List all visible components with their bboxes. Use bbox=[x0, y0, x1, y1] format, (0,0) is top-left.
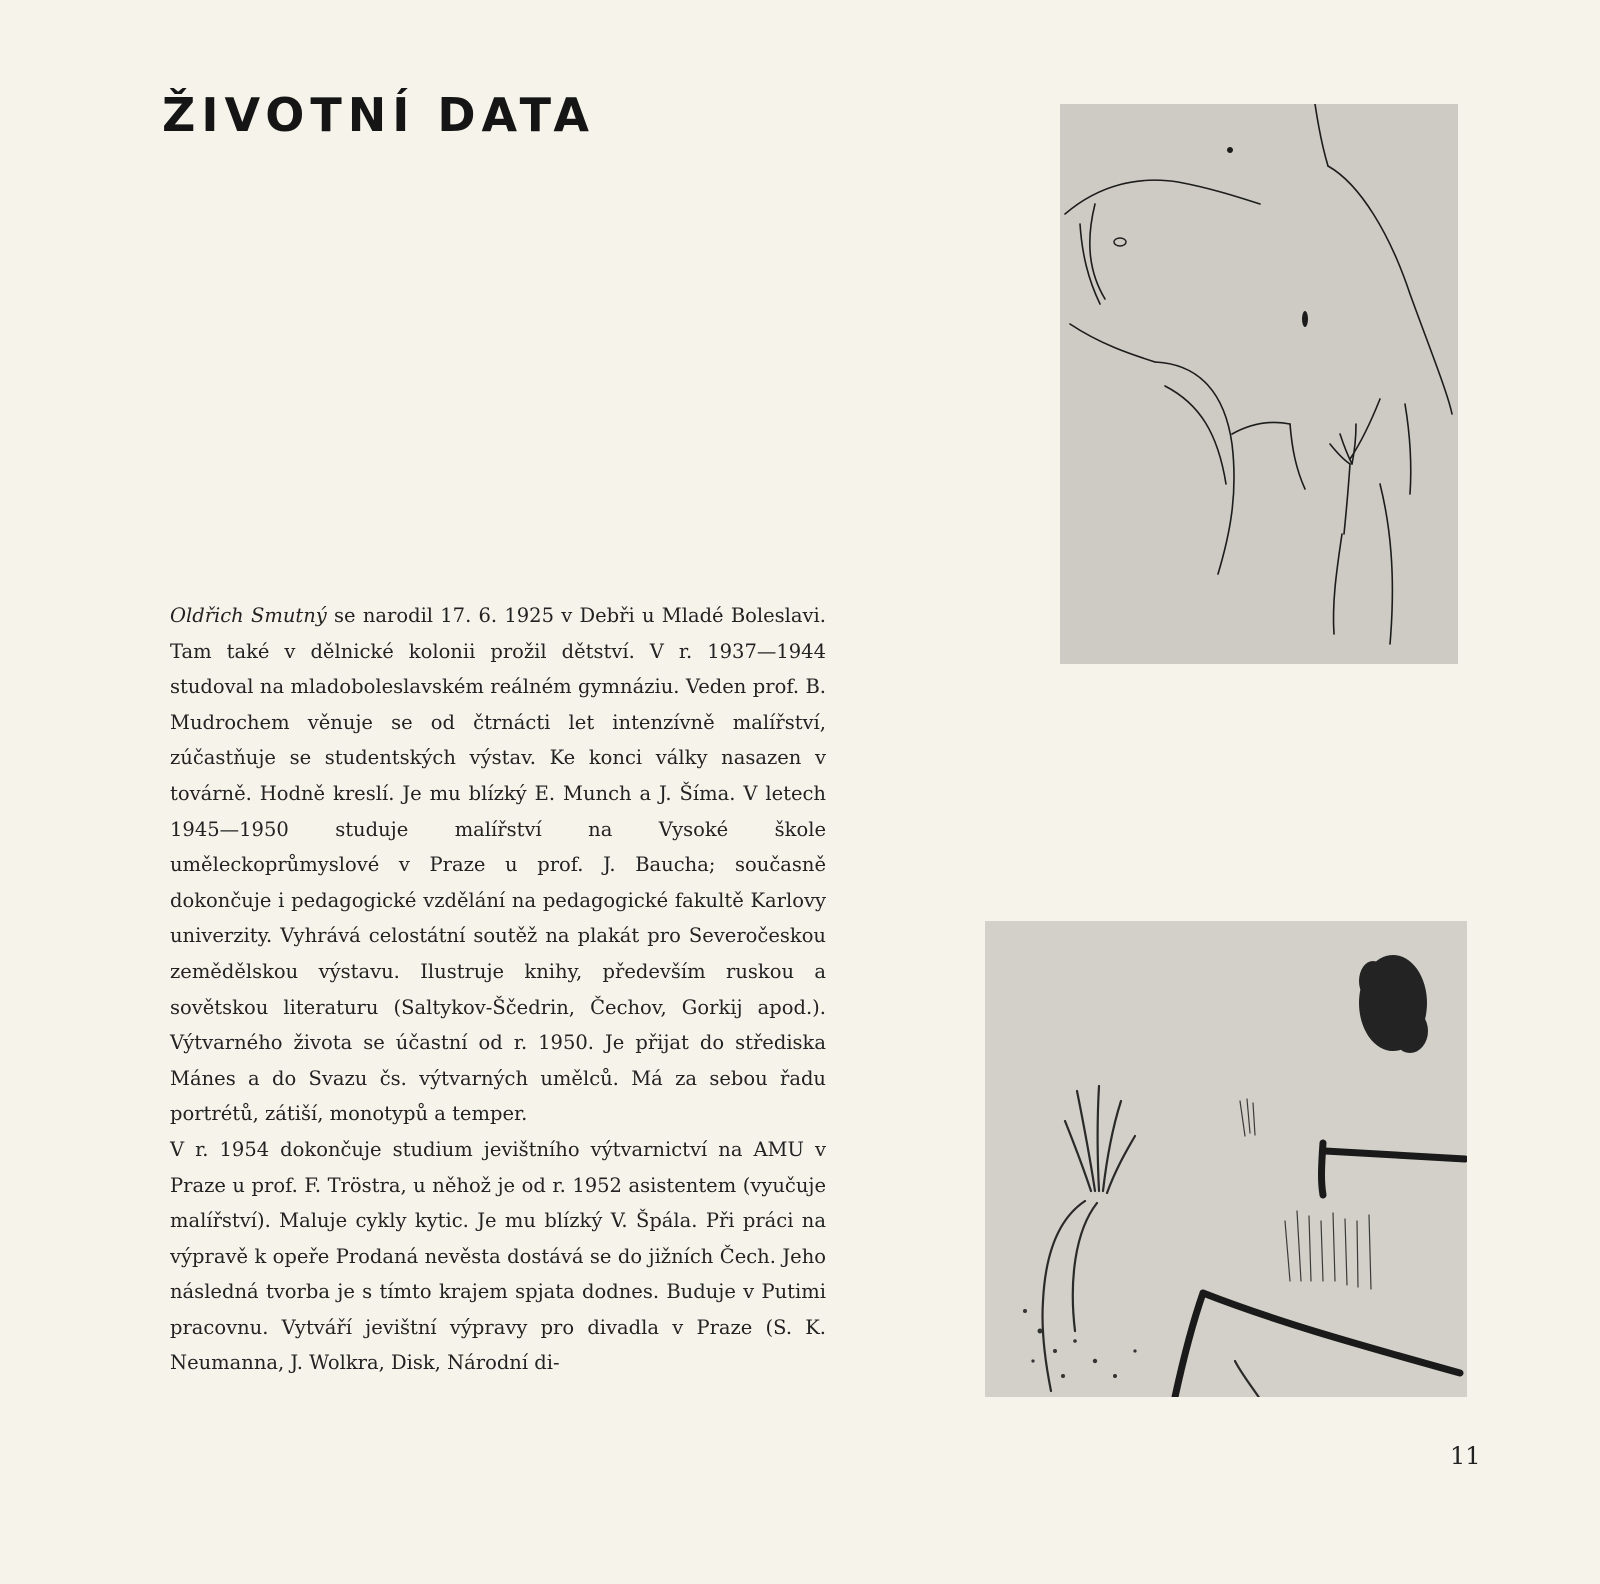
biography-paragraph-2: V r. 1954 dokončuje studium jevištního výtvarnictví na AMU v Praze u prof. F. Tröstra, u něhož je od r. 1952 asistentem (vyučuje malířství). Maluje cykly kytic. Je mu blízký V. Špála. Při práci na výpravě k opeře Prodaná nevěsta dostává se do jižních Čech. Jeho následná tvorba je s tímto krajem spjata dodnes. Buduje v Putimi pracovnu. Vytváří jevištní výpravy pro divadla v Praze (S. K. Neumanna, J. Wolkra, Disk, Národní di- bbox=[170, 1137, 826, 1375]
nude-figure-sketch bbox=[1060, 104, 1458, 664]
biography-paragraph-1-text: se narodil 17. 6. 1925 v Debři u Mladé Boleslavi. Tam také v dělnické kolonii prožil dětství. V r. 1937—1944 studoval na mladoboleslavském reálném gymnáziu. Veden prof. B. Mudrochem věnuje se od čtrnácti let intenzívně malířství, zúčastňuje se studentských výstav. Ke konci války nasazen v továrně. Hodně kreslí. Je mu blízký E. Munch a J. Šíma. V letech 1945—1950 studuje malířství na Vysoké škole uměleckoprůmyslové v Praze u prof. J. Baucha; současně dokončuje i pedagogické vzdělání na pedagogické fakultě Karlovy univerzity. Vyhrává celostátní soutěž na plakát pro Severočeskou zemědělskou výstavu. Ilustruje knihy, především ruskou a sovětskou literaturu (Saltykov-Ščedrin, Čechov, Gorkij apod.). Výtvarného života se účastní od r. 1950. Je přijat do střediska Mánes a do Svazu čs. výtvarných umělců. Má za sebou řadu portrétů, zátiší, monotypů a temper. bbox=[170, 604, 826, 1126]
landscape-ink-illustration bbox=[985, 921, 1467, 1397]
biography-paragraph-1 bbox=[170, 598, 826, 1132]
artist-name: Oldřich Smutný bbox=[170, 604, 327, 627]
page-heading: ŽIVOTNÍ DATA bbox=[162, 88, 595, 142]
figure-drawing-illustration bbox=[1060, 104, 1458, 664]
biography-text bbox=[170, 598, 826, 1381]
landscape-ink-sketch bbox=[985, 921, 1467, 1397]
page-number: 11 bbox=[1450, 1442, 1481, 1470]
